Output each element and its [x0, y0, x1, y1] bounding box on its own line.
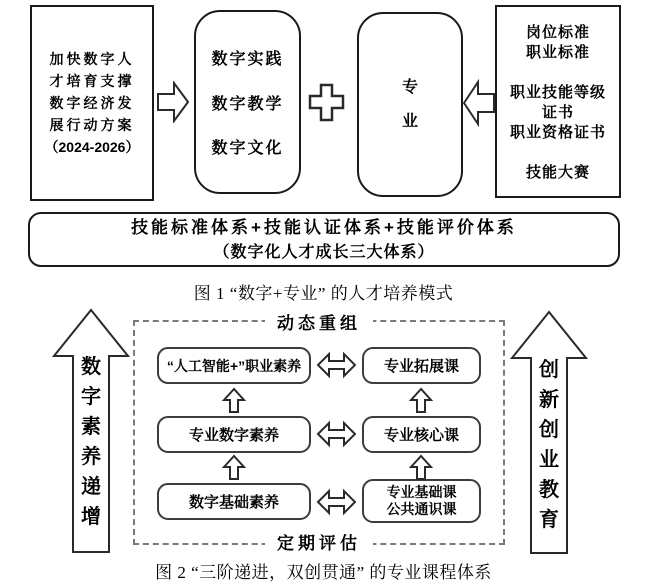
periodic-evaluation-label: 定期评估 [265, 529, 373, 554]
standards-box [495, 5, 621, 198]
digital-box [194, 10, 301, 194]
policy-line: 展行动方案 [49, 117, 135, 133]
standards-line: 技能大赛 [525, 164, 590, 181]
system-line2: （数字化人才成长三大体系） [213, 243, 435, 261]
left-arrow-icon [463, 79, 495, 127]
standards-group [526, 23, 590, 63]
policy-line: 加快数字人 [49, 51, 135, 67]
left-arrow-label: 数字素养递增 [81, 356, 101, 528]
digital-item: 数字文化 [211, 140, 284, 158]
course-box-basic-line2: 公共通识课 [386, 501, 457, 517]
up-arrow-icon [409, 454, 433, 481]
figure2-caption: 图 2 “三阶递进，双创贯通” 的专业课程体系 [155, 563, 492, 582]
course-box-basic [362, 479, 481, 523]
system-line1: 技能标准体系+技能认证体系+技能评价体系 [131, 217, 517, 237]
up-arrow-icon [222, 387, 246, 414]
literacy-box-ai: “人工智能+”职业素养 [157, 347, 311, 384]
standards-line: 岗位标准 [525, 24, 590, 41]
digital-item: 数字教学 [211, 95, 284, 113]
standards-group [510, 83, 606, 143]
up-arrow-icon [222, 454, 246, 481]
right-arrow-label: 创新创业教育 [539, 359, 559, 531]
figure1-caption: 图 1 “数字+专业” 的人才培养模式 [193, 284, 454, 303]
course-box-core: 专业核心课 [362, 416, 481, 453]
up-arrow-icon [409, 387, 433, 414]
policy-box [30, 5, 154, 201]
double-arrow-icon [316, 350, 356, 380]
policy-line: 数字经济发 [49, 95, 135, 111]
dynamic-regroup-label: 动态重组 [265, 309, 373, 334]
double-arrow-icon [316, 487, 356, 517]
double-arrow-icon [316, 419, 356, 449]
standards-group [526, 163, 590, 183]
digital-item: 数字实践 [211, 50, 284, 68]
standards-line: 职业资格证书 [509, 124, 606, 141]
literacy-box-professional: 专业数字素养 [157, 416, 311, 453]
standards-line: 职业标准 [525, 44, 590, 61]
course-box-expansion: 专业拓展课 [362, 347, 481, 384]
standards-line: 证书 [541, 104, 574, 121]
literacy-box-basic: 数字基础素养 [157, 483, 311, 520]
course-box-basic-line1: 专业基础课 [386, 484, 457, 500]
standards-line: 职业技能等级 [509, 84, 606, 101]
policy-line-years: （2024-2026） [44, 139, 140, 155]
major-box-label: 专业 [401, 78, 418, 130]
policy-line: 才培育支撑 [49, 73, 135, 89]
right-arrow-icon [157, 81, 189, 123]
system-box [28, 212, 620, 267]
plus-icon [308, 83, 345, 122]
major-box [357, 12, 463, 197]
